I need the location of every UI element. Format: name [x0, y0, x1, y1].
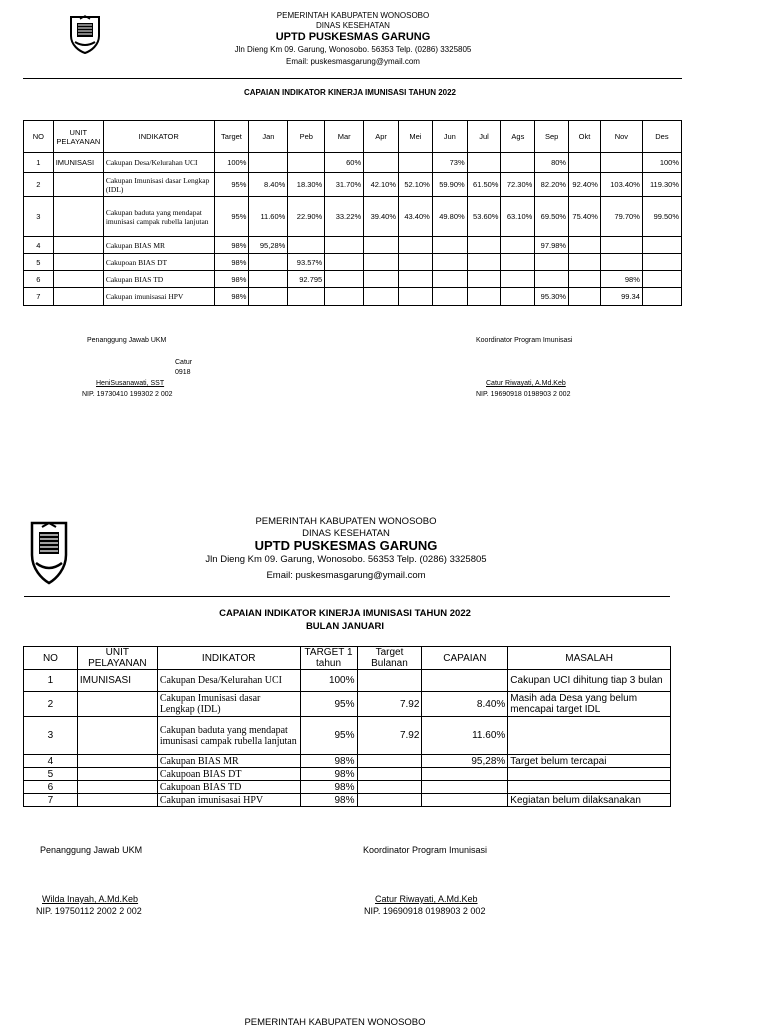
table-cell — [501, 271, 535, 288]
table-cell — [77, 692, 157, 717]
header-divider — [24, 596, 670, 597]
table-cell — [569, 153, 601, 173]
page1-title: CAPAIAN INDIKATOR KINERJA IMUNISASI TAHUN 2022 — [243, 88, 457, 97]
table-cell — [569, 237, 601, 254]
column-header: Peb — [288, 121, 325, 153]
table-cell — [642, 288, 681, 306]
header-government: PEMERINTAH KABUPATEN WONOSOBO — [276, 11, 430, 20]
table-cell: 98% — [214, 271, 249, 288]
table-cell: 18.30% — [288, 173, 325, 197]
table-cell: Cakupan imunisasai HPV — [157, 794, 300, 807]
table-cell: Cakupan Imunisasi dasar Lengkap (IDL) — [103, 173, 214, 197]
table-cell: 100% — [300, 670, 357, 692]
table-cell: 82.20% — [535, 173, 569, 197]
column-header: INDIKATOR — [157, 647, 300, 670]
table-cell: 11.60% — [422, 717, 508, 755]
table-cell: 8.40% — [422, 692, 508, 717]
table-cell — [325, 271, 364, 288]
column-header: Mei — [399, 121, 433, 153]
table-cell: 53.60% — [467, 197, 501, 237]
table-cell — [249, 288, 288, 306]
table-cell: 7 — [24, 288, 54, 306]
table-cell — [399, 254, 433, 271]
table-cell — [508, 768, 671, 781]
table-cell: 103.40% — [600, 173, 642, 197]
table-row — [24, 670, 671, 692]
column-header: Jul — [467, 121, 501, 153]
table-cell — [325, 288, 364, 306]
p2-sign-left-nip: NIP. 19750112 2002 2 002 — [36, 906, 142, 916]
table-cell — [364, 254, 399, 271]
table-row — [24, 781, 671, 794]
p2-sign-right-nip: NIP. 19690918 0198903 2 002 — [364, 906, 486, 916]
table-cell: 7 — [24, 794, 78, 807]
table-cell: 98% — [214, 237, 249, 254]
page2-subtitle: BULAN JANUARI — [305, 621, 385, 632]
table-cell: Target belum tercapai — [508, 755, 671, 768]
table-cell — [432, 254, 467, 271]
table-cell — [357, 768, 422, 781]
table-cell — [399, 271, 433, 288]
table-cell — [53, 173, 103, 197]
regency-crest-icon — [28, 519, 70, 585]
table-cell: Cakupan BIAS TD — [103, 271, 214, 288]
header-government: PEMERINTAH KABUPATEN WONOSOBO — [255, 516, 437, 527]
column-header: Ags — [501, 121, 535, 153]
p1-sign-left-name: HeniSusanawati, SST — [96, 380, 165, 387]
header-organization: UPTD PUSKESMAS GARUNG — [254, 538, 438, 553]
table-cell — [508, 781, 671, 794]
p1-sign-left-title: Penanggung Jawab UKM — [87, 337, 167, 344]
table-cell — [77, 717, 157, 755]
table-cell: 43.40% — [399, 197, 433, 237]
table-cell: 61.50% — [467, 173, 501, 197]
table-cell — [422, 781, 508, 794]
table-row — [24, 153, 682, 173]
column-header: Nov — [600, 121, 642, 153]
table-cell: 8.40% — [249, 173, 288, 197]
monthly-achievement-table — [23, 646, 671, 807]
table-cell — [432, 271, 467, 288]
table-cell: 98% — [300, 781, 357, 794]
table-cell — [600, 254, 642, 271]
table-cell: 79.70% — [600, 197, 642, 237]
p1-sign-right-name: Catur Riwayati, A.Md.Keb — [486, 380, 566, 387]
column-header: Mar — [325, 121, 364, 153]
table-cell: 92.795 — [288, 271, 325, 288]
table-row — [24, 692, 671, 717]
table-cell: 80% — [535, 153, 569, 173]
table-cell — [53, 237, 103, 254]
table-cell — [77, 768, 157, 781]
header-address: Jln Dieng Km 09. Garung, Wonosobo. 56353 Telp. (0286) 3325805 — [234, 45, 472, 54]
table-cell: 99.50% — [642, 197, 681, 237]
table-cell — [569, 271, 601, 288]
table-cell: 92.40% — [569, 173, 601, 197]
table-cell: 31.70% — [325, 173, 364, 197]
table-cell: 98% — [214, 288, 249, 306]
table-cell — [357, 781, 422, 794]
table-cell — [53, 271, 103, 288]
table-cell — [364, 288, 399, 306]
table-cell: 95% — [300, 692, 357, 717]
table-cell: 98% — [300, 755, 357, 768]
table-cell: Cakupan UCI dihitung tiap 3 bulan — [508, 670, 671, 692]
table-row — [24, 173, 682, 197]
p1-sign-right-nip: NIP. 19690918 0198903 2 002 — [476, 391, 571, 398]
table-cell: 98% — [600, 271, 642, 288]
column-header: NO — [24, 647, 78, 670]
table-cell: 2 — [24, 692, 78, 717]
table-cell: Cakupoan BIAS DT — [157, 768, 300, 781]
table-row — [24, 755, 671, 768]
table-cell — [399, 288, 433, 306]
table-cell: 1 — [24, 153, 54, 173]
table-cell: 63.10% — [501, 197, 535, 237]
table-row — [24, 288, 682, 306]
table-row — [24, 197, 682, 237]
header-email: Email: puskesmasgarung@ymail.com — [286, 57, 420, 66]
table-cell — [642, 237, 681, 254]
table-cell: 2 — [24, 173, 54, 197]
table-cell — [432, 237, 467, 254]
p1-sign-left-nip: NIP. 19730410 199302 2 002 — [82, 391, 173, 398]
header-organization: UPTD PUSKESMAS GARUNG — [275, 31, 431, 43]
column-header: INDIKATOR — [103, 121, 214, 153]
table-cell: 98% — [214, 254, 249, 271]
table-cell: Masih ada Desa yang belum mencapai target IDL — [508, 692, 671, 717]
table-cell: 95% — [214, 197, 249, 237]
page3-header-government: PEMERINTAH KABUPATEN WONOSOBO — [244, 1017, 426, 1028]
table-cell: Kegiatan belum dilaksanakan — [508, 794, 671, 807]
table-cell: Cakupan Desa/Kelurahan UCI — [157, 670, 300, 692]
table-cell — [642, 271, 681, 288]
table-header-row — [24, 647, 671, 670]
column-header: Okt — [569, 121, 601, 153]
table-cell: Cakupan baduta yang mendapat imunisasi campak rubella lanjutan — [157, 717, 300, 755]
table-cell — [501, 254, 535, 271]
column-header: Des — [642, 121, 681, 153]
p2-sign-left-title: Penanggung Jawab UKM — [40, 845, 143, 855]
table-cell — [364, 153, 399, 173]
table-cell — [501, 288, 535, 306]
table-cell — [467, 288, 501, 306]
table-cell — [501, 153, 535, 173]
table-cell — [467, 254, 501, 271]
table-cell: 33.22% — [325, 197, 364, 237]
table-cell — [249, 271, 288, 288]
table-cell — [325, 254, 364, 271]
annual-achievement-table — [23, 120, 682, 306]
table-cell: 60% — [325, 153, 364, 173]
table-cell — [77, 794, 157, 807]
table-cell — [399, 237, 433, 254]
table-cell: 95,28% — [249, 237, 288, 254]
table-cell: 99.34 — [600, 288, 642, 306]
table-cell — [357, 670, 422, 692]
table-cell: Cakupan BIAS MR — [157, 755, 300, 768]
header-divider — [23, 78, 682, 79]
table-cell — [364, 237, 399, 254]
table-cell — [325, 237, 364, 254]
column-header: Jun — [432, 121, 467, 153]
table-cell — [508, 717, 671, 755]
table-cell — [53, 288, 103, 306]
table-cell: 75.40% — [569, 197, 601, 237]
table-cell — [467, 153, 501, 173]
table-cell — [288, 153, 325, 173]
table-cell: Cakupoan BIAS TD — [157, 781, 300, 794]
table-cell: 59.90% — [432, 173, 467, 197]
header-department: DINAS KESEHATAN — [316, 21, 390, 30]
table-cell: 22.90% — [288, 197, 325, 237]
table-cell: 100% — [214, 153, 249, 173]
table-cell: 3 — [24, 197, 54, 237]
column-header: MASALAH — [508, 647, 671, 670]
table-cell: 49.80% — [432, 197, 467, 237]
table-cell: 69.50% — [535, 197, 569, 237]
table-cell: IMUNISASI — [77, 670, 157, 692]
p1-sign-left-note1: Catur — [175, 359, 193, 366]
table-cell: 6 — [24, 271, 54, 288]
table-cell — [501, 237, 535, 254]
table-cell: 95.30% — [535, 288, 569, 306]
table-row — [24, 254, 682, 271]
column-header: UNIT PELAYANAN — [77, 647, 157, 670]
table-cell: 95% — [300, 717, 357, 755]
column-header: NO — [24, 121, 54, 153]
table-cell: 97.98% — [535, 237, 569, 254]
column-header: TARGET 1 tahun — [300, 647, 357, 670]
table-cell — [399, 153, 433, 173]
table-cell: 5 — [24, 768, 78, 781]
table-cell: Cakupan imunisasai HPV — [103, 288, 214, 306]
p2-sign-right-name: Catur Riwayati, A.Md.Keb — [375, 894, 478, 904]
table-cell: 11.60% — [249, 197, 288, 237]
table-cell — [600, 237, 642, 254]
table-cell — [569, 254, 601, 271]
table-cell — [432, 288, 467, 306]
regency-crest-icon — [68, 14, 102, 54]
table-cell: 7.92 — [357, 692, 422, 717]
table-row — [24, 794, 671, 807]
table-cell — [569, 288, 601, 306]
table-row — [24, 271, 682, 288]
table-cell: 4 — [24, 237, 54, 254]
page2-title: CAPAIAN INDIKATOR KINERJA IMUNISASI TAHUN 2022 — [219, 608, 471, 619]
table-cell: 3 — [24, 717, 78, 755]
table-cell — [357, 794, 422, 807]
header-email: Email: puskesmasgarung@ymail.com — [266, 570, 426, 581]
table-cell — [357, 755, 422, 768]
column-header: CAPAIAN — [422, 647, 508, 670]
table-cell — [77, 781, 157, 794]
table-cell: 5 — [24, 254, 54, 271]
table-cell: 39.40% — [364, 197, 399, 237]
table-cell — [422, 768, 508, 781]
table-cell: Cakupan baduta yang mendapat imunisasi campak rubella lanjutan — [103, 197, 214, 237]
table-cell: 4 — [24, 755, 78, 768]
table-cell: IMUNISASI — [53, 153, 103, 173]
p1-sign-left-note2: 0918 — [175, 369, 191, 376]
table-cell — [467, 271, 501, 288]
table-cell: Cakupan Desa/Kelurahan UCI — [103, 153, 214, 173]
table-cell — [364, 271, 399, 288]
column-header: Target — [214, 121, 249, 153]
header-department: DINAS KESEHATAN — [302, 528, 390, 539]
table-cell — [53, 197, 103, 237]
table-cell — [77, 755, 157, 768]
table-row — [24, 768, 671, 781]
table-cell: 93.57% — [288, 254, 325, 271]
table-cell — [535, 254, 569, 271]
table-cell — [288, 237, 325, 254]
table-cell: 52.10% — [399, 173, 433, 197]
column-header: Sep — [535, 121, 569, 153]
table-cell — [249, 254, 288, 271]
table-cell — [422, 794, 508, 807]
table-cell: 119.30% — [642, 173, 681, 197]
table-cell: Cakupan Imunisasi dasar Lengkap (IDL) — [157, 692, 300, 717]
table-cell — [642, 254, 681, 271]
p2-sign-left-name: Wilda Inayah, A.Md.Keb — [42, 894, 139, 904]
table-cell — [467, 237, 501, 254]
table-header-row — [24, 121, 682, 153]
table-cell — [288, 288, 325, 306]
table-row — [24, 237, 682, 254]
header-address: Jln Dieng Km 09. Garung, Wonosobo. 56353 Telp. (0286) 3325805 — [205, 554, 487, 565]
table-cell: Cakupan BIAS MR — [103, 237, 214, 254]
column-header: Target Bulanan — [357, 647, 422, 670]
table-cell — [53, 254, 103, 271]
table-cell: 7.92 — [357, 717, 422, 755]
table-cell — [600, 153, 642, 173]
table-cell: 73% — [432, 153, 467, 173]
table-cell: 95% — [214, 173, 249, 197]
table-cell: 72.30% — [501, 173, 535, 197]
table-cell: Cakupoan BIAS DT — [103, 254, 214, 271]
table-cell: 6 — [24, 781, 78, 794]
table-cell: 1 — [24, 670, 78, 692]
table-cell: 100% — [642, 153, 681, 173]
column-header: UNIT PELAYANAN — [53, 121, 103, 153]
table-row — [24, 717, 671, 755]
table-cell: 95,28% — [422, 755, 508, 768]
p1-sign-right-title: Koordinator Program Imunisasi — [476, 337, 573, 344]
table-cell — [249, 153, 288, 173]
p2-sign-right-title: Koordinator Program Imunisasi — [363, 845, 488, 855]
table-cell — [422, 670, 508, 692]
table-cell: 42.10% — [364, 173, 399, 197]
column-header: Jan — [249, 121, 288, 153]
table-cell: 98% — [300, 768, 357, 781]
table-cell — [535, 271, 569, 288]
table-cell: 98% — [300, 794, 357, 807]
column-header: Apr — [364, 121, 399, 153]
